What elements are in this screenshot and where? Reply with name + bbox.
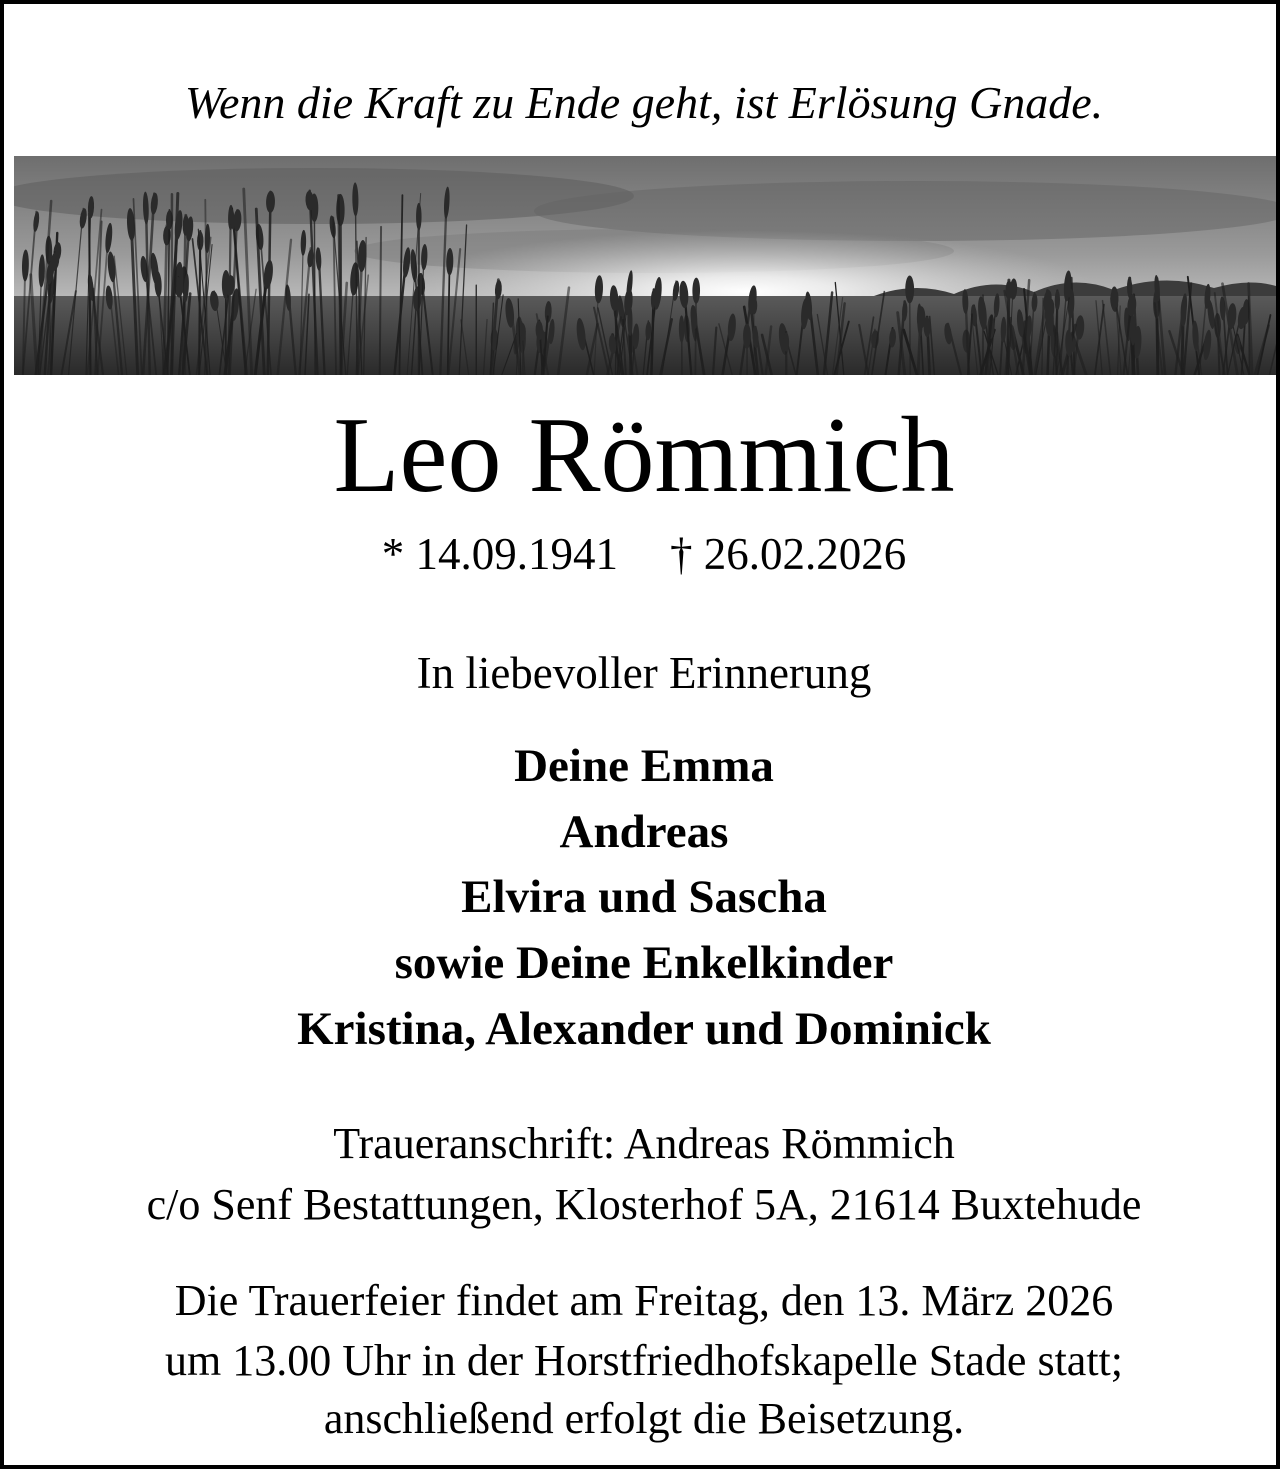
family-line: Andreas xyxy=(559,806,729,858)
birth-date: * 14.09.1941 xyxy=(381,529,618,579)
address-line: c/o Senf Bestattungen, Klosterhof 5A, 21614 Buxtehude xyxy=(146,1180,1142,1229)
wheat-field-photo xyxy=(14,156,1276,375)
family-line: Elvira und Sascha xyxy=(461,871,827,923)
life-dates xyxy=(4,528,1280,580)
service-line: Die Trauerfeier findet am Freitag, den 13. März 2026 xyxy=(174,1276,1114,1325)
service-line: anschließend erfolgt die Beisetzung. xyxy=(323,1394,965,1443)
service-line: um 13.00 Uhr in der Horstfriedhofskapelle Stade statt; xyxy=(164,1336,1123,1385)
family-line: sowie Deine Enkelkinder xyxy=(394,937,894,989)
address-line: Traueranschrift: Andreas Römmich xyxy=(333,1119,955,1168)
death-date: † 26.02.2026 xyxy=(670,529,907,579)
deceased-name: Leo Römmich xyxy=(333,396,955,515)
motto-quote: Wenn die Kraft zu Ende geht, ist Erlösung Gnade. xyxy=(184,77,1104,128)
family-line: Kristina, Alexander und Dominick xyxy=(297,1003,991,1055)
memory-line: In liebevoller Erinnerung xyxy=(416,648,872,698)
family-line: Deine Emma xyxy=(514,740,774,792)
